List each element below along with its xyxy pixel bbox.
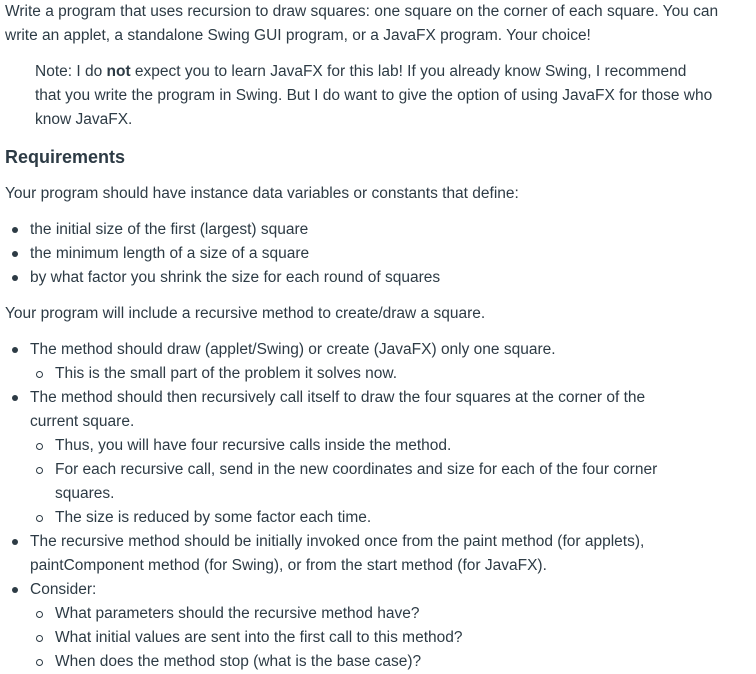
- bullet-icon: [12, 227, 18, 233]
- hollow-bullet-icon: [36, 611, 43, 618]
- instance-data-paragraph: Your program should have instance data variables or constants that define:: [5, 185, 519, 202]
- method-list: [5, 338, 750, 674]
- sub-list-item: When does the method stop (what is the base case)?: [55, 650, 750, 674]
- hollow-bullet-icon: [36, 635, 43, 642]
- instance-data-list: [5, 218, 750, 290]
- sub-list-item: What parameters should the recursive method have?: [55, 602, 750, 626]
- list-item: the initial size of the first (largest) square: [30, 218, 750, 242]
- list-item: Consider: What parameters should the recursive method have? What initial values are sent into the first call to this method? When does the method stop (what is the base case)?: [30, 578, 750, 674]
- hollow-bullet-icon: [36, 515, 43, 522]
- sub-list-item: The size is reduced by some factor each time.: [55, 506, 750, 530]
- hollow-bullet-icon: [36, 467, 43, 474]
- list-item: The method should draw (applet/Swing) or create (JavaFX) only one square. This is the small part of the problem it solves now.: [30, 338, 750, 386]
- bullet-icon: [12, 347, 18, 353]
- sub-list-item: What initial values are sent into the first call to this method?: [55, 626, 750, 650]
- requirements-heading: Requirements: [5, 147, 126, 167]
- sub-list: [30, 362, 750, 386]
- hollow-bullet-icon: [36, 659, 43, 666]
- note-suffix: expect you to learn JavaFX for this lab! If you already know Swing, I recommend that you write the program in Swing. But I do want to give the option of using JavaFX for those who know JavaFX.: [35, 63, 713, 128]
- list-item: The recursive method should be initially invoked once from the paint method (for applets), paintComponent method (for Swing), or from the start method (for JavaFX).: [30, 530, 750, 578]
- sub-list: [30, 434, 750, 530]
- intro-paragraph: Write a program that uses recursion to draw squares: one square on the corner of each square. You can write an applet, a standalone Swing GUI program, or a JavaFX program. Your choice!: [5, 3, 719, 44]
- sub-list-item: For each recursive call, send in the new coordinates and size for each of the four corner squares.: [55, 458, 750, 506]
- list-item: by what factor you shrink the size for each round of squares: [30, 266, 750, 290]
- list-item: the minimum length of a size of a square: [30, 242, 750, 266]
- bullet-icon: [12, 275, 18, 281]
- note-prefix: Note: I do: [35, 63, 107, 80]
- bullet-icon: [12, 587, 18, 593]
- bullet-icon: [12, 251, 18, 257]
- bullet-icon: [12, 539, 18, 545]
- list-item: The method should then recursively call itself to draw the four squares at the corner of the current square. Thus, you will have four recursive calls inside the method. For each recursive call, send in the new coordinates and size for each of the four corner squares. The size is reduced by some factor each time.: [30, 386, 750, 530]
- note-bold-word: not: [106, 63, 131, 80]
- note-paragraph: [35, 60, 715, 132]
- sub-list-item: Thus, you will have four recursive calls inside the method.: [55, 434, 750, 458]
- sub-list-item: This is the small part of the problem it solves now.: [55, 362, 750, 386]
- bullet-icon: [12, 395, 18, 401]
- hollow-bullet-icon: [36, 371, 43, 378]
- recursive-method-paragraph: Your program will include a recursive method to create/draw a square.: [5, 305, 486, 322]
- hollow-bullet-icon: [36, 443, 43, 450]
- sub-list: [30, 602, 750, 674]
